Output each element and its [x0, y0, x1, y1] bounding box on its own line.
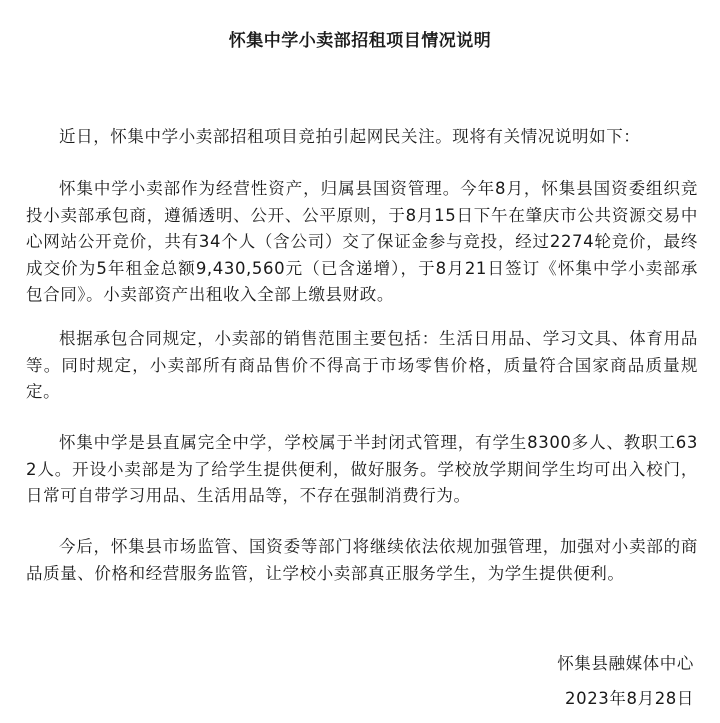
document-title: 怀集中学小卖部招租项目情况说明	[228, 31, 492, 51]
paragraph-school-info: 怀集中学是县直属完全中学，学校属于半封闭式管理，有学生8300多人、教职工632人。开设小卖部是为了给学生提供便利，做好服务。学校放学期间学生均可出入校门，日常可自带学习用品、生活用品等，不存在强制消费行为。	[26, 433, 698, 505]
signature-organization: 怀集县融媒体中心	[557, 654, 694, 673]
paragraph-bidding: 怀集中学小卖部作为经营性资产，归属县国资管理。今年8月，怀集县国资委组织竞投小卖部承包商，遵循透明、公开、公平原则，于8月15日下午在肇庆市公共资源交易中心网站公开竞价，共有34个人（含公司）交了保证金参与竞投，经过2274轮竞价，最终成交价为5年租金总额9,430,560元（已含递增），于8月21日签订《怀集中学小卖部承包合同》。小卖部资产出租收入全部上缴县财政。	[26, 179, 698, 304]
paragraph-future-supervision: 今后，怀集县市场监管、国资委等部门将继续依法依规加强管理，加强对小卖部的商品质量、价格和经营服务监管，让学校小卖部真正服务学生，为学生提供便利。	[26, 537, 698, 583]
paragraph-contract-rules: 根据承包合同规定，小卖部的销售范围主要包括：生活日用品、学习文具、体育用品等。同时规定，小卖部所有商品售价不得高于市场零售价格，质量符合国家商品质量规定。	[26, 329, 698, 401]
signature-date: 2023年8月28日	[565, 689, 694, 708]
paragraph-intro: 近日，怀集中学小卖部招租项目竞拍引起网民关注。现将有关情况说明如下：	[59, 127, 641, 146]
